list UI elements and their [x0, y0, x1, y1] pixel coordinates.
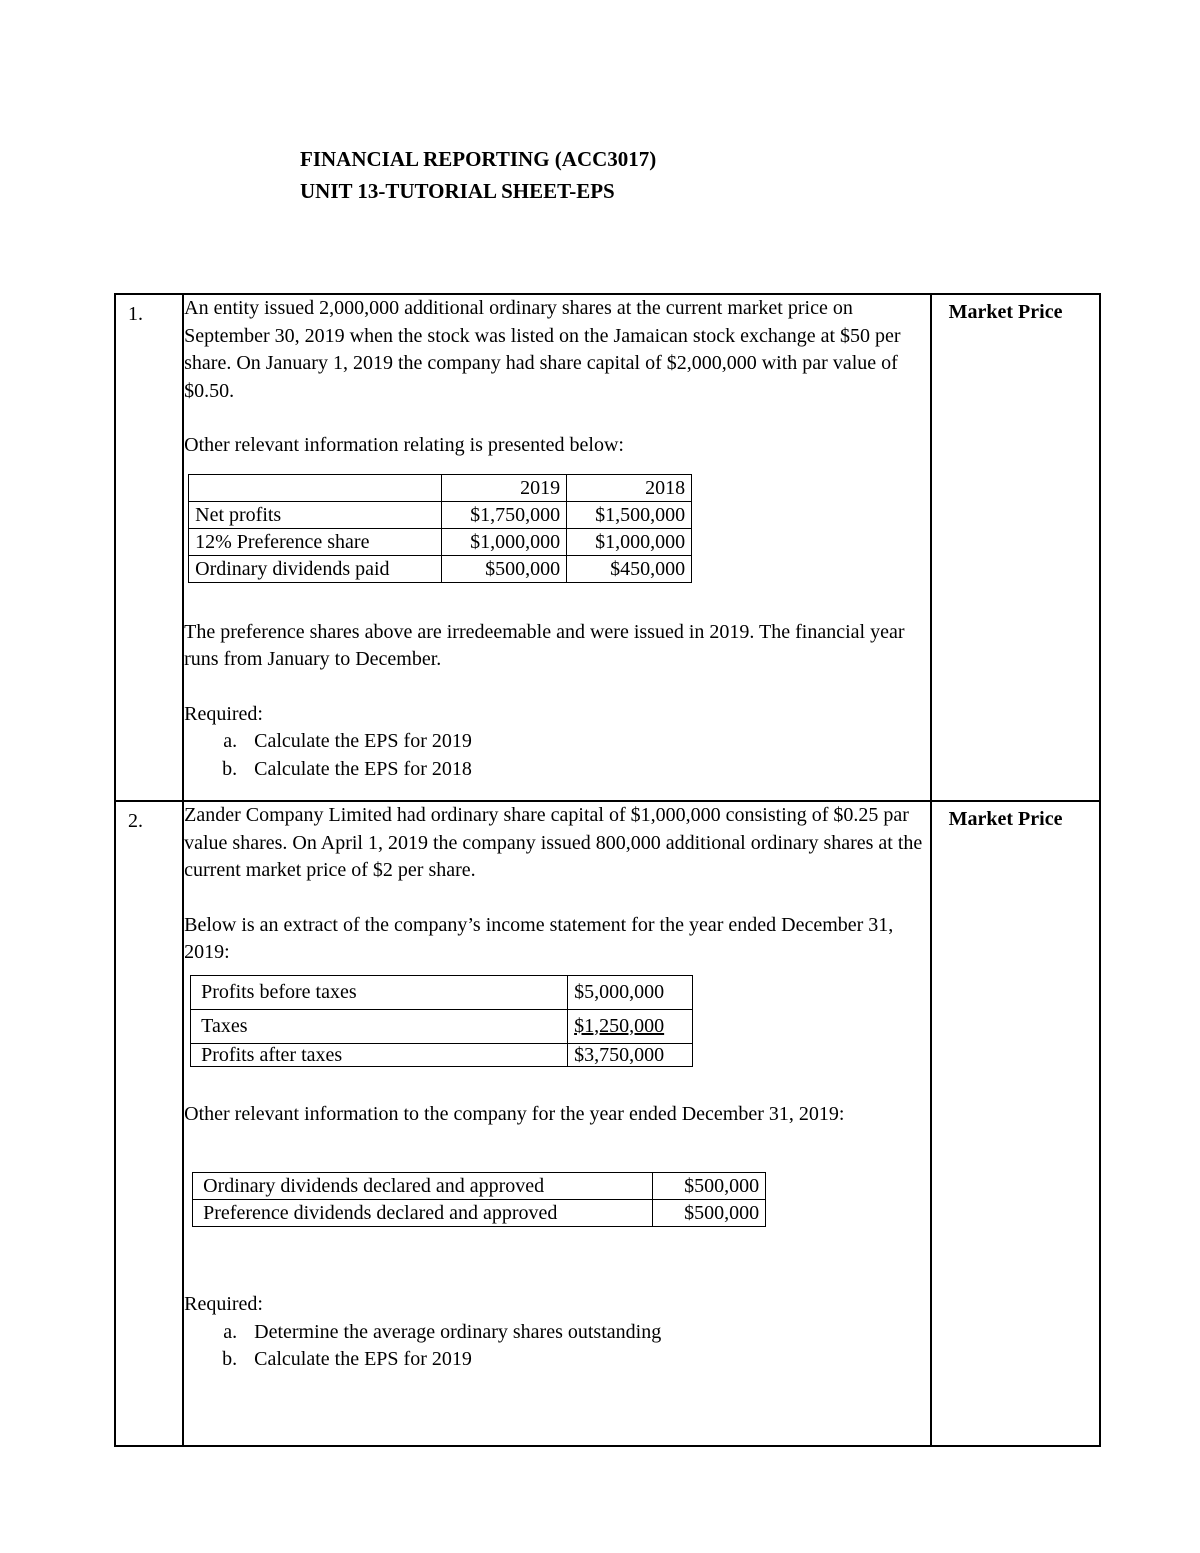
question-row-2: [115, 801, 1100, 1446]
table-cell: $1,000,000: [567, 528, 692, 555]
table-row: [189, 501, 692, 528]
table-cell: Taxes: [191, 1009, 568, 1043]
table-cell: $1,750,000: [442, 501, 567, 528]
table-header-cell: 2019: [442, 474, 567, 501]
dividends-table: [192, 1172, 766, 1227]
question-lead: Other relevant information relating is presented below:: [184, 434, 624, 456]
list-item: b. Calculate the EPS for 2019: [242, 1346, 930, 1374]
market-price-label: Market Price: [948, 808, 1063, 830]
table-row: [189, 528, 692, 555]
course-title: FINANCIAL REPORTING (ACC3017): [300, 147, 657, 171]
required-list: [184, 728, 930, 783]
table-header-cell: 2018: [567, 474, 692, 501]
table-cell: $500,000: [653, 1173, 766, 1200]
question-intro: Zander Company Limited had ordinary share capital of $1,000,000 consisting of $0.25 par value shares. On April 1, 2019 the company issued 800,000 additional ordinary shares at the current market price of $2 per share.: [184, 804, 923, 881]
question-number: 1.: [128, 303, 143, 325]
question-number-cell: [115, 801, 183, 1446]
market-price-label: Market Price: [948, 301, 1063, 323]
list-item: a. Calculate the EPS for 2019: [242, 728, 930, 756]
profits-table: [188, 474, 692, 583]
table-cell: $3,750,000: [568, 1043, 693, 1066]
list-item: a. Determine the average ordinary shares outstanding: [242, 1319, 930, 1347]
question-tag-cell: [931, 801, 1100, 1446]
table-cell: $5,000,000: [568, 975, 693, 1009]
question-number: 2.: [128, 810, 143, 832]
question-lead: Below is an extract of the company’s income statement for the year ended December 31, 2019:: [184, 913, 894, 963]
question-body: [183, 801, 931, 1446]
table-header-row: [189, 474, 692, 501]
question-tag-cell: [931, 294, 1100, 801]
question-note: The preference shares above are irredeemable and were issued in 2019. The financial year runs from January to December.: [184, 620, 905, 670]
table-cell: Ordinary dividends paid: [189, 555, 442, 582]
question-body: [183, 294, 931, 801]
table-cell: Ordinary dividends declared and approved: [193, 1173, 653, 1200]
required-label: Required:: [184, 1293, 263, 1315]
question-lead-2: Other relevant information to the company for the year ended December 31, 2019:: [184, 1102, 845, 1125]
list-item: b. Calculate the EPS for 2018: [242, 756, 930, 784]
income-statement-table: [190, 975, 693, 1067]
required-label: Required:: [184, 702, 263, 725]
question-number-cell: [115, 294, 183, 801]
table-cell: $500,000: [653, 1200, 766, 1227]
table-cell: $1,250,000: [568, 1009, 693, 1043]
table-header-cell: [189, 474, 442, 501]
table-cell: $1,000,000: [442, 528, 567, 555]
table-cell: $1,500,000: [567, 501, 692, 528]
table-cell: 12% Preference share: [189, 528, 442, 555]
table-cell: Profits before taxes: [191, 975, 568, 1009]
question-intro: An entity issued 2,000,000 additional ordinary shares at the current market price on September 30, 2019 when the stock was listed on the Jamaican stock exchange at $50 per share. On January 1, 2019 the company had share capital of $2,000,000 with par value of $0.50.: [184, 297, 901, 402]
table-cell: $450,000: [567, 555, 692, 582]
table-cell: Net profits: [189, 501, 442, 528]
table-row: [193, 1173, 766, 1200]
question-row-1: [115, 294, 1100, 801]
document-header: [300, 143, 656, 207]
questions-table: [114, 293, 1101, 1447]
sheet-title: UNIT 13-TUTORIAL SHEET-EPS: [300, 179, 615, 203]
table-row: [191, 975, 693, 1009]
table-cell: Profits after taxes: [191, 1043, 568, 1066]
table-row: [191, 1009, 693, 1043]
table-row: [193, 1200, 766, 1227]
table-row: [191, 1043, 693, 1066]
table-row: [189, 555, 692, 582]
table-cell: $500,000: [442, 555, 567, 582]
required-list: [184, 1319, 930, 1374]
table-cell: Preference dividends declared and approved: [193, 1200, 653, 1227]
